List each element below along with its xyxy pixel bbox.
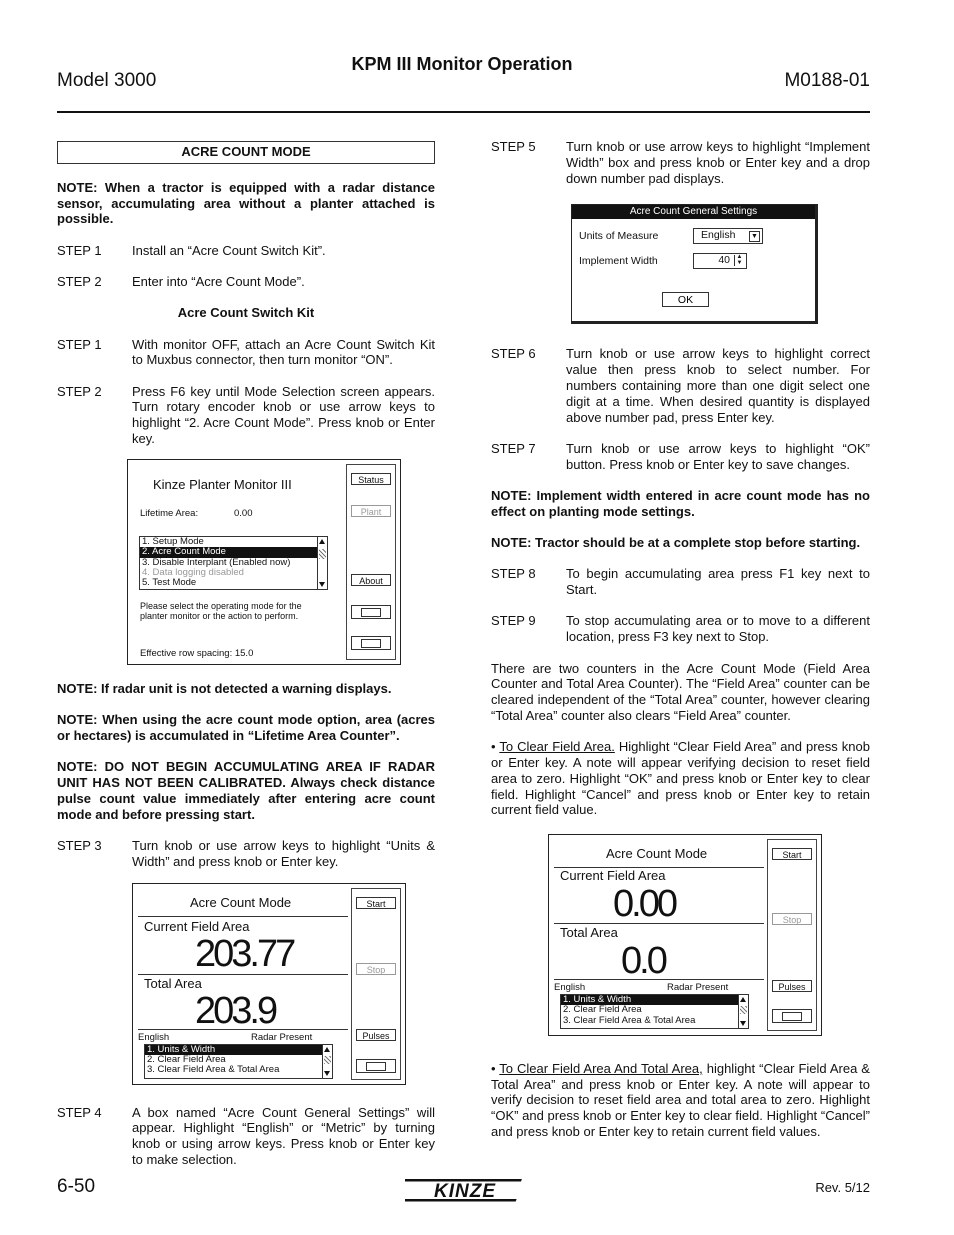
radar-status: Radar Present [251, 1031, 313, 1043]
step-3 [57, 838, 435, 870]
units-select[interactable] [693, 228, 763, 244]
nav-forward-button[interactable] [351, 636, 391, 650]
scroll-down-icon [740, 1021, 746, 1026]
divider [138, 916, 348, 917]
arrow-right-icon [366, 1062, 386, 1071]
stop-button: Stop [356, 963, 396, 975]
step-label: STEP 6 [491, 346, 536, 362]
step-label: STEP 2 [57, 383, 102, 399]
list-item[interactable]: 3. Disable Interplant (Enabled now) [142, 556, 291, 568]
section-title: ACRE COUNT MODE [57, 141, 435, 164]
step-text: Turn knob or use arrow keys to highlight “OK” button. Press knob or Enter key to save changes. [566, 440, 870, 472]
nav-forward-button[interactable] [772, 1009, 812, 1023]
list-item[interactable]: 1. Setup Mode [142, 535, 204, 547]
width-value: 40 [718, 254, 730, 267]
list-item-selected[interactable]: 2. Acre Count Mode [140, 547, 327, 557]
step-text: Press F6 key until Mode Selection screen appears. Turn rotary encoder knob or use arrow keys to highlight “2. Acre Count Mode”. Press knob or Enter key. [132, 383, 435, 447]
note-radar-sensor: NOTE: When a tractor is equipped with a radar distance sensor, accumulating area without a planter attached is possible. [57, 179, 435, 227]
units-indicator: English [138, 1031, 170, 1043]
step-label: STEP 2 [57, 273, 102, 289]
step-text: A box named “Acre Count General Settings” will appear. Highlight “English” or “Metric” by turning knob or using arrow keys. Press knob or Enter key to make selection. [132, 1104, 435, 1167]
ok-button[interactable]: OK [662, 292, 709, 307]
width-stepper[interactable] [693, 253, 747, 269]
step-2 [57, 274, 435, 290]
step-text: To begin accumulating area press F1 key next to Start. [566, 566, 870, 598]
step-1 [57, 243, 435, 259]
step-6 [491, 346, 870, 425]
step-8 [491, 566, 870, 598]
step-4 [57, 1105, 435, 1168]
step-label: STEP 1 [57, 242, 102, 258]
step-text: Turn knob or use arrow keys to highlight correct value then press knob to select number. For numbers containing more than one digit select one digit at a time. When desired quantity is displayed above number pad, press Enter key. [566, 346, 870, 425]
pulses-button[interactable]: Pulses [772, 980, 812, 992]
step-label: STEP 8 [491, 566, 536, 582]
header-rule [57, 111, 870, 113]
screen-title: Acre Count Mode [190, 894, 292, 910]
clear-field-heading: To Clear Field Area. [499, 739, 615, 755]
softkey-panel [351, 888, 401, 1080]
nav-back-button[interactable] [351, 605, 391, 619]
action-list[interactable] [560, 994, 749, 1029]
lifetime-area-label: Lifetime Area: [140, 507, 199, 519]
step-label: STEP 7 [491, 440, 536, 456]
clear-total-heading: To Clear Field Area And Total Area, [499, 1060, 703, 1076]
step-text: Install an “Acre Count Switch Kit”. [132, 242, 326, 258]
scroll-up-icon [740, 997, 746, 1002]
width-label: Implement Width [579, 255, 658, 268]
kit-step-2 [57, 384, 435, 447]
scroll-thumb [324, 1056, 331, 1064]
total-area-label: Total Area [144, 975, 202, 991]
header-title: KPM III Monitor Operation [351, 54, 573, 74]
scrollbar[interactable] [322, 1045, 332, 1078]
kinze-logo [405, 1176, 523, 1204]
step-label: STEP 9 [491, 613, 536, 629]
scroll-down-icon [324, 1071, 330, 1076]
lifetime-area-value: 0.00 [234, 507, 253, 519]
dialog-title: Acre Count General Settings [572, 205, 815, 219]
clear-field-text: Highlight “Clear Field Area” and press knob or Enter key. A note will appear verifying decision to reset field area to zero. Highlight “OK” and press knob or Enter key to clear field. Highlight “Cancel” and press knob or Enter key to retain current field value. [491, 739, 870, 818]
field-area-label: Current Field Area [144, 918, 250, 934]
list-item-selected[interactable]: 1. Units & Width [145, 1045, 332, 1055]
step-label: STEP 4 [57, 1104, 102, 1120]
step-text: Turn knob or use arrow keys to highlight “Units & Width” and press knob or Enter key. [132, 837, 435, 869]
list-item[interactable]: 5. Test Mode [142, 577, 197, 589]
acre-count-cleared-screen [548, 834, 822, 1036]
scroll-up-icon [324, 1047, 330, 1052]
start-button[interactable]: Start [772, 848, 812, 860]
mode-list[interactable] [139, 536, 328, 590]
step-text: To stop accumulating area or to move to a different location, press F3 key next to Stop. [566, 613, 870, 645]
scroll-up-icon [319, 539, 325, 544]
divider [554, 979, 764, 980]
divider [138, 974, 348, 975]
scroll-down-icon [319, 582, 325, 587]
clear-field-bullet: • To Clear Field Area. Highlight “Clear Field Area” and press knob or Enter key. A note will appear verifying decision to reset field area to zero. Highlight “OK” and press knob or Enter key to clear field. Highlight “Cancel” and press knob or Enter key to retain current field value. [491, 739, 870, 818]
pulses-button[interactable]: Pulses [356, 1029, 396, 1041]
note-radar-warning: NOTE: If radar unit is not detected a warning displays. [57, 680, 392, 696]
units-label: Units of Measure [579, 230, 659, 243]
step-9 [491, 613, 870, 645]
note-complete-stop: NOTE: Tractor should be at a complete stop before starting. [491, 535, 861, 551]
general-settings-dialog [571, 204, 818, 324]
logo-text: KINZE [434, 1181, 496, 1202]
list-item-disabled: 4. Data logging disabled [142, 567, 244, 579]
step-text: With monitor OFF, attach an Acre Count Switch Kit to Muxbus connector, then turn monitor “ON”. [132, 336, 435, 368]
stepper-arrows-icon: ▲ ▼ [734, 255, 744, 266]
clear-total-bullet: • To Clear Field Area And Total Area, highlight “Clear Field Area & Total Area” and press knob or Enter key. A note will appear to verify decision to reset field area and total area to zero. Highlight “OK” and press knob or Enter key to clear field. Highlight “Cancel” and press knob or Enter key to retain current field values. [491, 1060, 870, 1139]
softkey-panel [346, 464, 396, 660]
divider [138, 1029, 348, 1030]
list-item[interactable]: 2. Clear Field Area [563, 1004, 642, 1016]
model-label: Model 3000 [57, 70, 157, 91]
softkey-panel [767, 839, 817, 1031]
clear-total-text: highlight “Clear Field Area & Total Area” and press knob or Enter key. A note will appear to verify decision to reset field area and total area to zero. Highlight “OK” and press knob or Enter key to clear field. Highlight “Cancel” and press knob or Enter key to retain current field values. [491, 1060, 870, 1139]
list-item[interactable]: 2. Clear Field Area [147, 1053, 226, 1065]
acre-count-screen [132, 883, 406, 1085]
document-id: M0188-01 [784, 70, 870, 91]
arrow-right-icon [782, 1012, 802, 1021]
step-label: STEP 5 [491, 139, 536, 154]
units-indicator: English [554, 981, 586, 993]
row-spacing: Effective row spacing: 15.0 [140, 647, 254, 659]
note-lifetime-area: NOTE: When using the acre count mode option, area (acres or hectares) is accumulated in “Lifetime Area Counter”. [57, 712, 435, 743]
step-text: Turn knob or use arrow keys to highlight “Implement Width” box and press knob or Enter key and a drop down number pad displays. [566, 139, 870, 186]
help-text: Please select the operating mode for the planter monitor or the action to perform. [140, 600, 302, 622]
plant-button: Plant [351, 505, 391, 517]
stop-button: Stop [772, 913, 812, 925]
action-list[interactable] [144, 1044, 333, 1079]
arrow-right-icon [361, 639, 381, 648]
screen-title: Kinze Planter Monitor III [153, 476, 292, 492]
step-5 [491, 139, 870, 186]
scroll-thumb [740, 1006, 747, 1014]
page-number: 6-50 [57, 1176, 96, 1197]
step-label: STEP 3 [57, 837, 102, 853]
status-button[interactable]: Status [351, 473, 391, 485]
step-label: STEP 1 [57, 336, 102, 352]
scrollbar[interactable] [738, 995, 748, 1028]
nav-forward-button[interactable] [356, 1059, 396, 1073]
about-button[interactable]: About [351, 574, 391, 586]
counters-paragraph: There are two counters in the Acre Count Mode (Field Area Counter and Total Area Counter). The “Field Area” counter can be cleared independent of the “Total Area” counter, however clearing “Total Area” counter also clears “Field Area” counter. [491, 660, 870, 723]
note-calibration: NOTE: DO NOT BEGIN ACCUMULATING AREA IF RADAR UNIT HAS NOT BEEN CALIBRATED. Always check distance pulse count value immediately after entering acre count mode and before pressing start. [57, 759, 435, 822]
note-implement-width: NOTE: Implement width entered in acre count mode has no effect on planting mode settings. [491, 487, 870, 519]
radar-status: Radar Present [667, 981, 729, 993]
step-7 [491, 441, 870, 473]
total-area-label: Total Area [560, 924, 618, 940]
start-button[interactable]: Start [356, 897, 396, 909]
divider [554, 923, 764, 924]
right-column [491, 139, 870, 1155]
kit-step-1 [57, 337, 435, 369]
field-area-value: 203.77 [195, 932, 294, 975]
left-column [57, 141, 435, 1183]
field-area-value: 0.00 [613, 882, 675, 925]
list-item[interactable]: 3. Clear Field Area & Total Area [563, 1014, 696, 1026]
total-area-value: 203.9 [195, 989, 276, 1032]
screen-title: Acre Count Mode [606, 845, 708, 861]
units-value: English [701, 229, 736, 242]
total-area-value: 0.0 [621, 939, 665, 982]
kit-heading: Acre Count Switch Kit [177, 305, 315, 321]
scrollbar[interactable] [317, 537, 327, 589]
field-area-label: Current Field Area [560, 867, 666, 883]
scroll-thumb [319, 549, 326, 559]
dropdown-arrow-icon: ▼ [749, 231, 760, 242]
revision: Rev. 5/12 [815, 1180, 870, 1195]
list-item[interactable]: 3. Clear Field Area & Total Area [147, 1064, 280, 1076]
list-item-selected[interactable]: 1. Units & Width [561, 995, 748, 1005]
arrow-left-icon [361, 608, 381, 617]
step-text: Enter into “Acre Count Mode”. [132, 273, 305, 289]
mode-selection-screen [127, 459, 401, 665]
